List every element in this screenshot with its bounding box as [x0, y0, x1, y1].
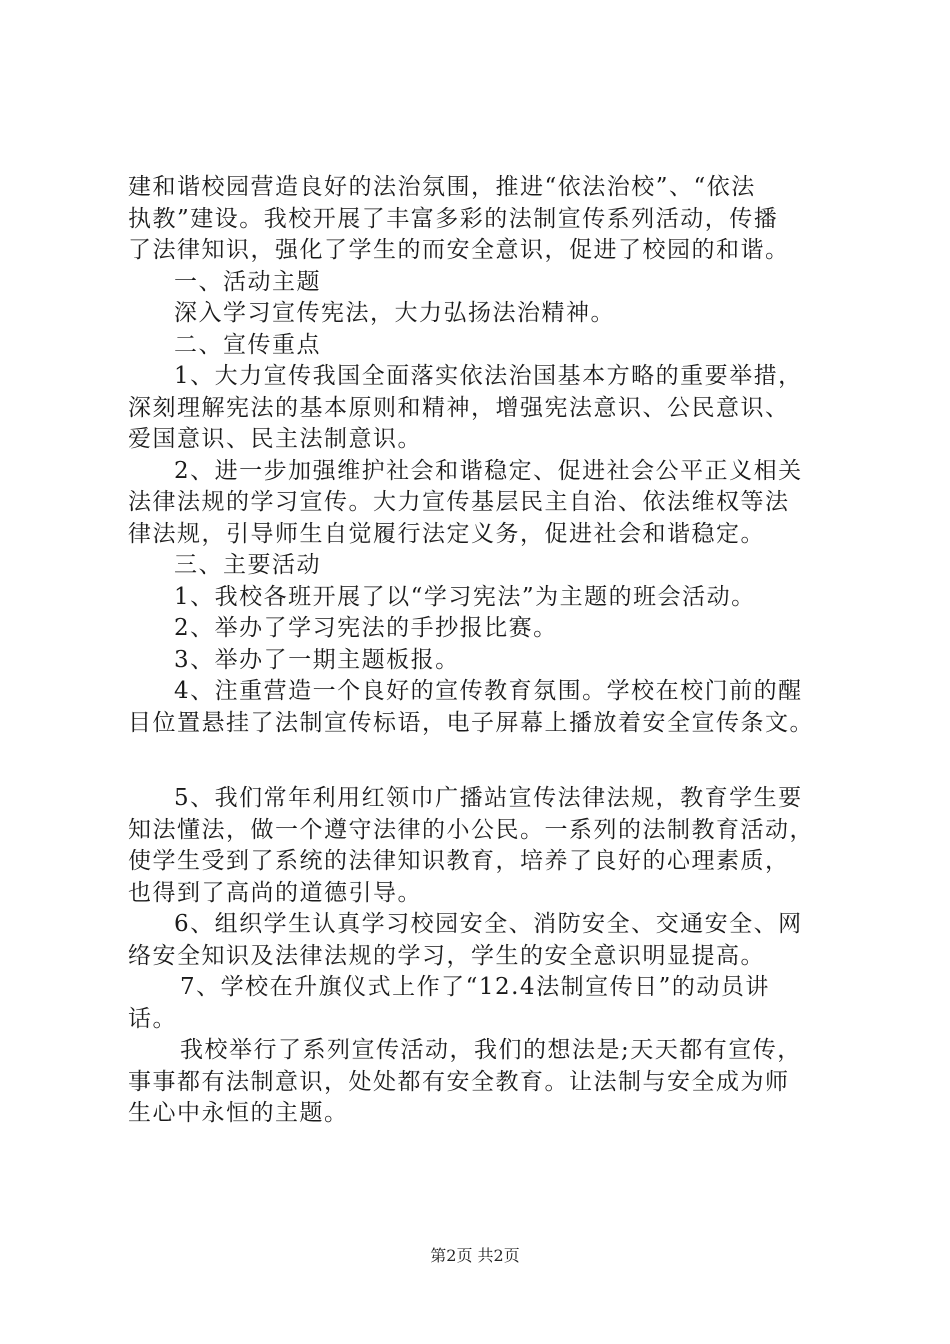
paragraph-line: 深入学习宣传宪法，大力弘扬法治精神。: [174, 300, 615, 326]
list-item-line: 2、举办了学习宪法的手抄报比赛。: [174, 615, 558, 641]
list-item-line: 1、大力宣传我国全面落实依法治国基本方略的重要举措，: [174, 363, 803, 389]
paragraph-line: 生心中永恒的主题。: [128, 1100, 349, 1126]
paragraph-line: 事事都有法制意识，处处都有安全教育。让法制与安全成为师: [128, 1068, 790, 1095]
list-item-line: 3、举办了一期主题板报。: [174, 646, 460, 673]
list-item-line: 络安全知识及法律法规的学习，学生的安全意识明显提高。: [128, 942, 765, 969]
paragraph-gap: [128, 739, 838, 783]
list-item-line: 话。: [128, 1005, 177, 1032]
list-item-line: 4、注重营造一个良好的宣传教育氛围。学校在校门前的醒: [174, 678, 803, 704]
list-item-line: 法律法规的学习宣传。大力宣传基层民主自治、依法维权等法: [128, 489, 790, 515]
list-item-line: 律法规，引导师生自觉履行法定义务，促进社会和谐稳定。: [128, 520, 765, 547]
paragraph-line: 建和谐校园营造良好的法治氛围，推进“依法治校”、“依法: [128, 174, 756, 200]
list-item-line: 爱国意识、民主法制意识。: [128, 426, 422, 452]
section-heading-main-activities: 三、主要活动: [174, 552, 321, 578]
list-item-line: 知法懂法，做一个遵守法律的小公民。一系列的法制教育活动，: [128, 816, 814, 843]
list-item-line: 使学生受到了系统的法律知识教育，培养了良好的心理素质，: [128, 848, 790, 874]
section-heading-publicity-focus: 二、宣传重点: [174, 331, 321, 358]
page-number-footer: 第2页 共2页: [430, 1246, 520, 1265]
list-item-line: 目位置悬挂了法制宣传标语，电子屏幕上播放着安全宣传条文。: [128, 709, 814, 736]
document-body: [128, 172, 838, 1130]
list-item-line: 6、组织学生认真学习校园安全、消防安全、交通安全、网: [174, 911, 803, 937]
paragraph-line: 我校举行了系列宣传活动，我们的想法是;天天都有宣传，: [180, 1037, 802, 1063]
list-item-line: 5、我们常年利用红领巾广播站宣传法律法规，教育学生要: [174, 785, 803, 811]
list-item-line: 也得到了高尚的道德引导。: [128, 879, 422, 906]
list-item-line: 7、学校在升旗仪式上作了“12.4法制宣传日”的动员讲: [180, 974, 770, 1000]
list-item-line: 1、我校各班开展了以“学习宪法”为主题的班会活动。: [174, 583, 756, 610]
list-item-line: 深刻理解宪法的基本原则和精神，增强宪法意识、公民意识、: [128, 394, 790, 421]
list-item-line: 2、进一步加强维护社会和谐稳定、促进社会公平正义相关: [174, 457, 803, 484]
section-heading-activity-theme: 一、活动主题: [174, 268, 321, 295]
paragraph-line: 了法律知识，强化了学生的而安全意识，促进了校园的和谐。: [128, 237, 790, 263]
paragraph-line: 执教”建设。我校开展了丰富多彩的法制宣传系列活动，传播: [128, 205, 779, 232]
